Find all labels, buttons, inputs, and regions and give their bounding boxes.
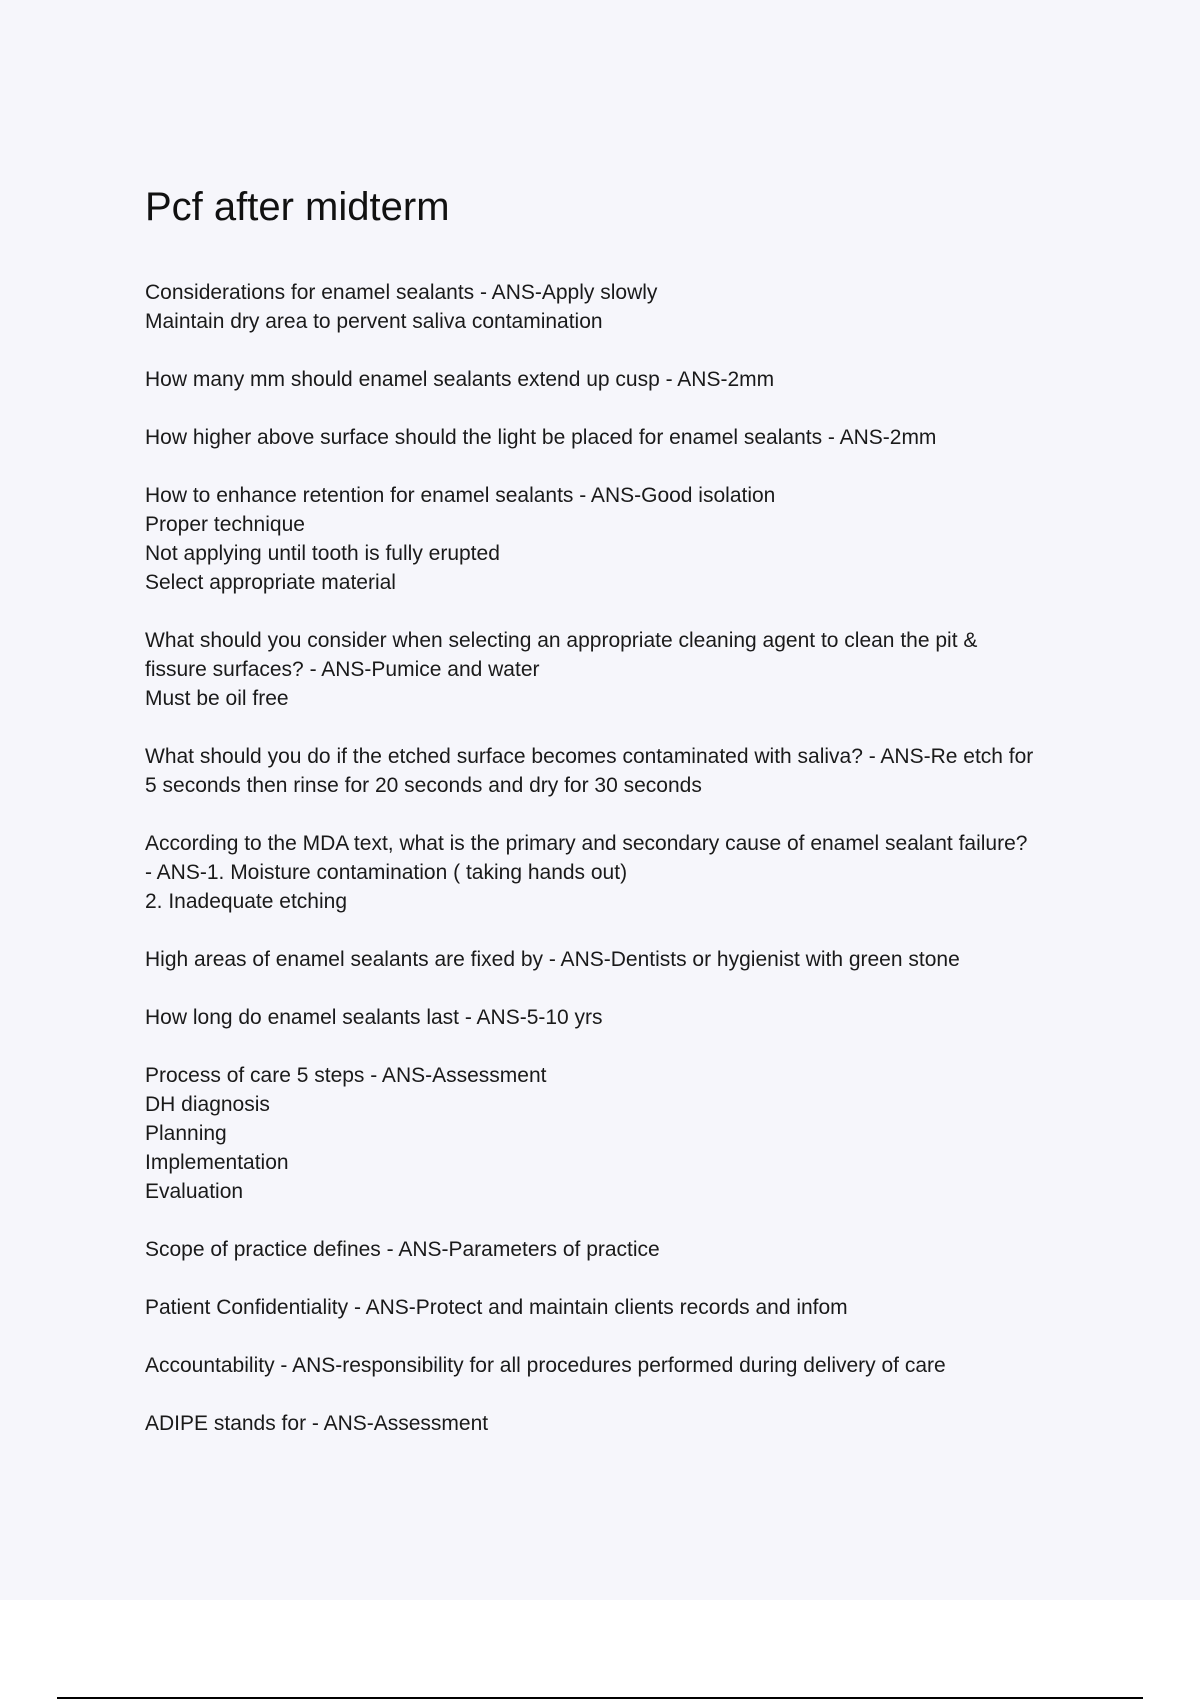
qa-line: Select appropriate material	[145, 571, 396, 594]
qa-line: Scope of practice defines - ANS-Parameters of practice	[145, 1238, 660, 1261]
qa-entry	[145, 1293, 1105, 1322]
qa-line: ADIPE stands for - ANS-Assessment	[145, 1412, 489, 1435]
qa-line: What should you do if the etched surface becomes contaminated with saliva? - ANS-Re etch for	[145, 745, 1034, 768]
qa-line: What should you consider when selecting an appropriate cleaning agent to clean the pit &	[145, 629, 978, 652]
qa-entry	[145, 365, 1105, 394]
qa-entry	[145, 1061, 1105, 1206]
qa-line: fissure surfaces? - ANS-Pumice and water	[145, 658, 540, 681]
qa-line: Implementation	[145, 1151, 289, 1174]
qa-line: Not applying until tooth is fully erupted	[145, 542, 500, 565]
qa-entry	[145, 945, 1105, 974]
qa-line: 2. Inadequate etching	[145, 890, 348, 913]
qa-line: Proper technique	[145, 513, 305, 536]
qa-entry	[145, 626, 1105, 713]
qa-line: Accountability - ANS-responsibility for all procedures performed during delivery of care	[145, 1354, 946, 1377]
qa-line: According to the MDA text, what is the primary and secondary cause of enamel sealant failure?	[145, 832, 1028, 855]
qa-line: Planning	[145, 1122, 227, 1145]
qa-line: High areas of enamel sealants are fixed by - ANS-Dentists or hygienist with green stone	[145, 948, 960, 971]
qa-line: DH diagnosis	[145, 1093, 270, 1116]
qa-line: Process of care 5 steps - ANS-Assessment	[145, 1064, 547, 1087]
qa-entry	[145, 481, 1105, 597]
qa-line: Considerations for enamel sealants - ANS-Apply slowly	[145, 281, 658, 304]
qa-entry	[145, 1409, 1105, 1438]
qa-entry	[145, 1003, 1105, 1032]
qa-line: How many mm should enamel sealants extend up cusp - ANS-2mm	[145, 368, 775, 391]
qa-line: How long do enamel sealants last - ANS-5-10 yrs	[145, 1006, 603, 1029]
qa-line: How to enhance retention for enamel sealants - ANS-Good isolation	[145, 484, 776, 507]
qa-line: Patient Confidentiality - ANS-Protect and maintain clients records and infom	[145, 1296, 848, 1319]
qa-line: How higher above surface should the light be placed for enamel sealants - ANS-2mm	[145, 426, 937, 449]
qa-entry	[145, 1351, 1105, 1380]
qa-list	[145, 278, 1105, 1467]
qa-line: Maintain dry area to pervent saliva contamination	[145, 310, 603, 333]
qa-line: Evaluation	[145, 1180, 244, 1203]
qa-entry	[145, 1235, 1105, 1264]
qa-line: Must be oil free	[145, 687, 289, 710]
footer-divider	[57, 1697, 1143, 1699]
qa-entry	[145, 423, 1105, 452]
qa-line: - ANS-1. Moisture contamination ( taking hands out)	[145, 861, 628, 884]
document-title: Pcf after midterm	[145, 185, 450, 229]
qa-line: 5 seconds then rinse for 20 seconds and dry for 30 seconds	[145, 774, 702, 797]
qa-entry	[145, 278, 1105, 336]
qa-entry	[145, 829, 1105, 916]
qa-entry	[145, 742, 1105, 800]
